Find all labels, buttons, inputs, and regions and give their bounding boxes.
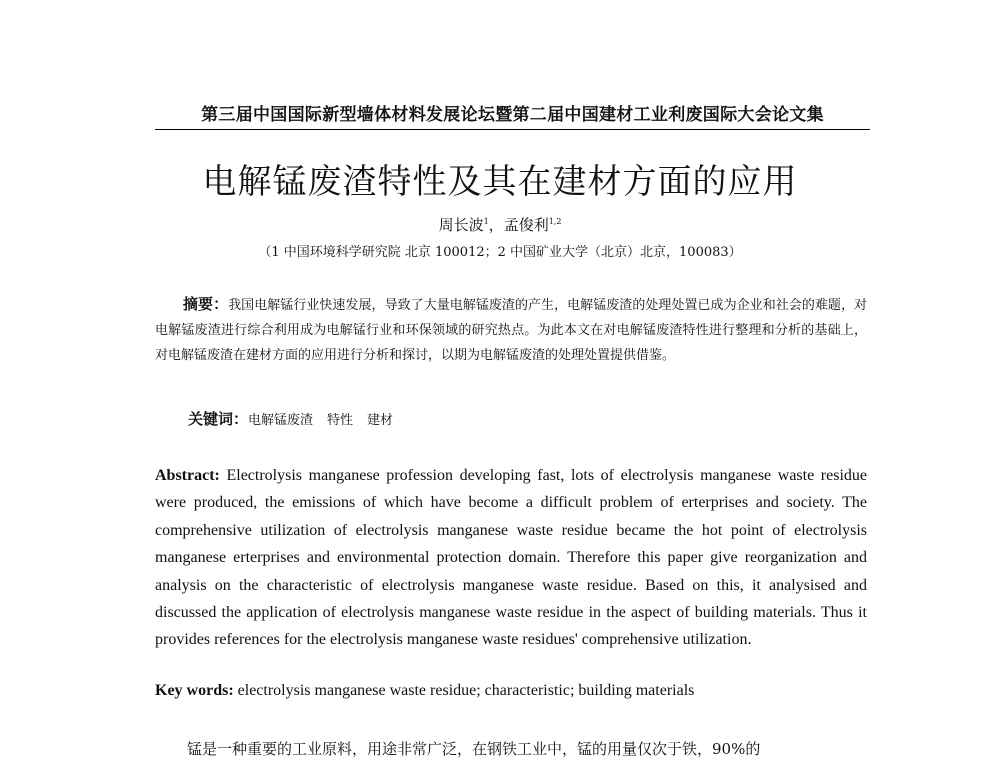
author-affiliation-mark: 1 <box>483 217 489 226</box>
author-affiliation-mark: 1,2 <box>548 217 562 226</box>
english-keywords-label: Key words: <box>155 682 234 699</box>
english-keywords-text: electrolysis manganese waste residue; characteristic; building materials <box>237 682 695 699</box>
english-keywords <box>155 682 867 700</box>
author-separator: ， <box>488 216 504 234</box>
abstract-label: 摘要： <box>183 295 229 313</box>
keyword: 特性 <box>327 413 354 428</box>
english-abstract-text: Electrolysis manganese profession developing fast, lots of electrolysis manganese waste residue were produced, the emissions of which have become a difficult problem of erterprises and society. The comprehensive utilization of electrolysis manganese waste residue became the hot point of electrolysis manganese erterprises and environmental protection domain. Therefore this paper give reorganization and analysis on the characteristic of electrolysis manganese waste residue. Based on this, it analysised and discussed the application of electrolysis manganese waste residue in the aspect of building materials. Thus it provides references for the electrolysis manganese waste residues' comprehensive utilization. <box>155 467 867 649</box>
author-name: 周长波 <box>438 216 484 234</box>
keyword: 建材 <box>367 413 394 428</box>
keyword: 电解锰废渣 <box>248 413 314 428</box>
paper-title: 电解锰废渣特性及其在建材方面的应用 <box>202 162 798 202</box>
body-paragraph: 锰是一种重要的工业原料，用途非常广泛，在钢铁工业中，锰的用量仅次于铁，90%的 <box>187 740 761 758</box>
abstract-text: 我国电解锰行业快速发展，导致了大量电解锰废渣的产生，电解锰废渣的处理处置已成为企业和社会的难题，对电解锰废渣进行综合利用成为电解锰行业和环保领域的研究热点。为此本文在对电解锰废渣特性进行整理和分析的基础上，对电解锰废渣在建材方面的应用进行分析和探讨，以期为电解锰废渣的处理处置提供借鉴。 <box>155 298 867 363</box>
english-abstract-label: Abstract: <box>155 467 220 484</box>
chinese-abstract <box>155 292 867 368</box>
chinese-keywords <box>188 408 868 429</box>
keywords-label: 关键词： <box>188 410 249 428</box>
author-name: 孟俊利 <box>503 216 549 234</box>
affiliation-line: （1 中国环境科学研究院 北京 100012；2 中国矿业大学（北京）北京，100083） <box>258 245 742 260</box>
author-line <box>0 214 1000 235</box>
english-abstract <box>155 462 867 654</box>
running-header: 第三届中国国际新型墙体材料发展论坛暨第二届中国建材工业利废国际大会论文集 <box>155 100 870 130</box>
